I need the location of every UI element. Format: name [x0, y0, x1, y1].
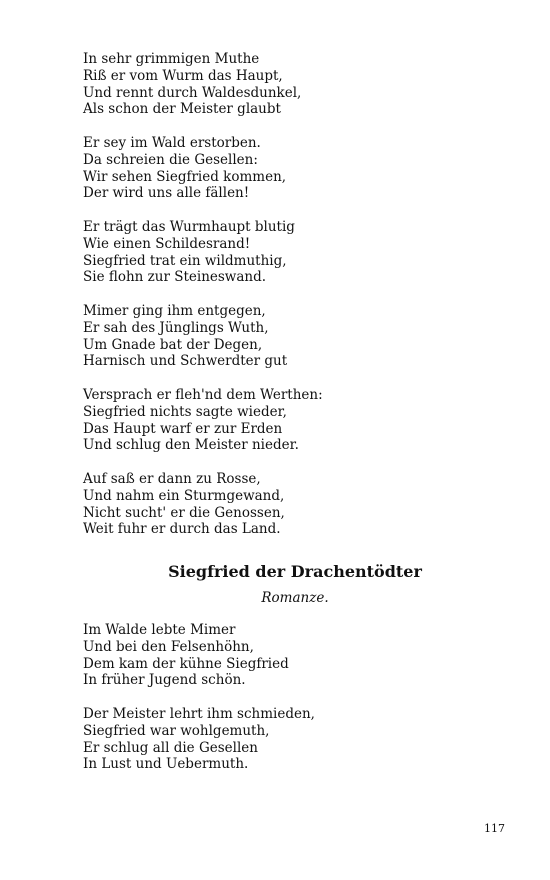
verse-line: Als schon der Meister glaubt: [83, 101, 281, 118]
verse-line: Da schreien die Gesellen:: [83, 151, 258, 168]
verse-line: Wie einen Schildesrand!: [83, 235, 251, 252]
verse-line: Er sey im Wald erstorben.: [83, 135, 261, 151]
verse-line: Nicht sucht' er die Genossen,: [83, 504, 285, 521]
verse-line: Harnisch und Schwerdter gut: [83, 353, 288, 370]
stanza-2: [83, 135, 483, 202]
verse-line: Riß er vom Wurm das Haupt,: [83, 67, 283, 84]
verse-line: Auf saß er dann zu Rosse,: [83, 471, 261, 487]
stanza-3: [83, 219, 483, 286]
stanza-1: [83, 51, 483, 118]
stanza-8: [83, 706, 483, 773]
stanza-4: [83, 303, 483, 370]
verse-line: Um Gnade bat der Degen,: [83, 336, 263, 353]
verse-line: Siegfried nichts sagte wieder,: [83, 403, 287, 420]
stanza-5: [83, 387, 483, 454]
verse-line: Er schlug all die Gesellen: [83, 739, 258, 756]
page-number: 117: [484, 822, 505, 835]
verse-line: Der Meister lehrt ihm schmieden,: [83, 706, 315, 722]
verse-line: Und nahm ein Sturmgewand,: [83, 487, 285, 504]
verse-line: Siegfried war wohlgemuth,: [83, 722, 270, 739]
verse-line: Und schlug den Meister nieder.: [83, 437, 299, 454]
verse-line: Der wird uns alle fällen!: [83, 185, 250, 202]
verse-line: Weit fuhr er durch das Land.: [83, 521, 281, 538]
verse-line: Siegfried trat ein wildmuthig,: [83, 252, 287, 269]
verse-line: In früher Jugend schön.: [83, 672, 246, 689]
verse-line: Er sah des Jünglings Wuth,: [83, 319, 269, 336]
verse-line: Wir sehen Siegfried kommen,: [83, 168, 287, 185]
stanza-7: [83, 622, 483, 689]
verse-line: Sie flohn zur Steineswand.: [83, 269, 267, 286]
verse-line: Das Haupt warf er zur Erden: [83, 420, 283, 437]
verse-line: Und bei den Felsenhöhn,: [83, 638, 254, 655]
poem-title: Siegfried der Drachentödter: [168, 562, 422, 581]
verse-line: Er trägt das Wurmhaupt blutig: [83, 219, 295, 235]
verse-line: Im Walde lebte Mimer: [83, 622, 236, 638]
poem-subtitle: Romanze.: [261, 590, 329, 606]
verse-line: In Lust und Uebermuth.: [83, 756, 249, 773]
verse-line: Dem kam der kühne Siegfried: [83, 655, 289, 672]
verse-line: Und rennt durch Waldesdunkel,: [83, 84, 302, 101]
verse-line: In sehr grimmigen Muthe: [83, 51, 260, 67]
verse-line: Versprach er fleh'nd dem Werthen:: [83, 387, 323, 403]
stanza-6: [83, 471, 483, 538]
verse-line: Mimer ging ihm entgegen,: [83, 303, 266, 319]
